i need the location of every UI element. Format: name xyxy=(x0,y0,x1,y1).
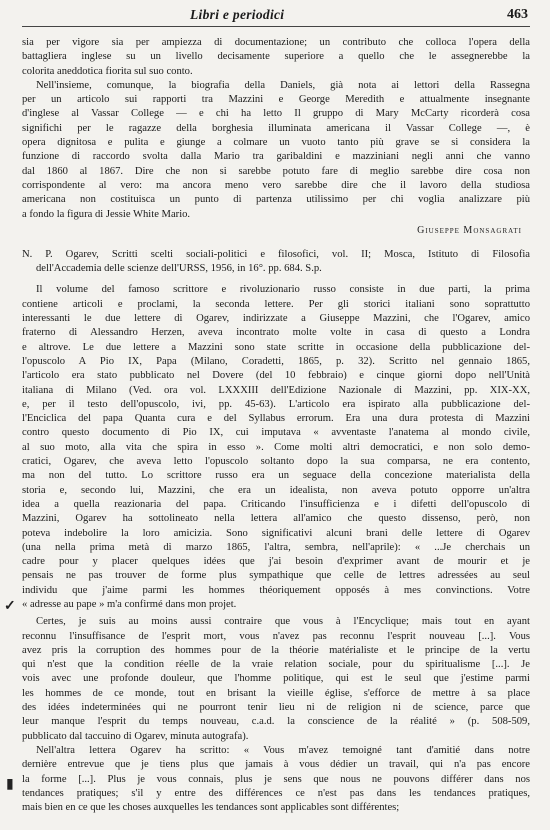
text-line: l'Enciclica del papa Quanta cura e del Syllabus errorum. Era una dura protesta di Mazzini xyxy=(22,413,530,425)
text-line: individu que j'aime parmi les hommes théoriquement opposés à mes convinctions. Votre xyxy=(22,584,530,596)
text-line: e altrove. Le due lettere a Mazzini sono state scritte in occasione della pubblicazione del- xyxy=(22,341,530,353)
text-line: a fondo la figura di Jessie White Mario. xyxy=(22,208,191,220)
text-line: N. P. Ogarev, Scritti scelti sociali-politici e filosofici, vol. II; Mosca, Istituto di Filosofia xyxy=(22,248,530,260)
review-text-2 xyxy=(22,283,530,815)
text-line: vois avec une profonde douleur, que l'homme politique, qui est le seul que j'estime parmi xyxy=(22,673,530,685)
text-line: poteva indebolire la loro amicizia. Sono significativi alcuni brani delle lettere di Ogarev xyxy=(22,527,530,539)
text-line: interessanti le due lettere di Ogarev, indirizzate a Giuseppe Mazzini, che l'Ogarev, amico xyxy=(22,313,530,325)
text-line: l'opuscolo A Pio IX, Papa (Milano, Coradetti, 1865, p. 32). Scritto nel gennaio 1865, xyxy=(22,355,530,367)
text-line: d'inglese al Vassar College — e chi ha letto Il gruppo di Mary McCarty ricorderà cosa xyxy=(22,108,530,120)
text-line: fraterno di Alessandro Herzen, aveva incontrato molte volte in casa di questo a Londra xyxy=(22,327,530,339)
paragraph-1 xyxy=(22,36,530,79)
text-line: des idées indeterminées qui ne pourront tenir lieu ni de religion ni de science, parce que xyxy=(22,702,530,714)
margin-bar-mark: ▮ xyxy=(6,777,14,792)
text-line: idea a quella reazionaria del papa. Criticando l'insufficienza e i difetti dell'opuscolo di xyxy=(22,498,530,510)
text-line: storia e, secondo lui, Mazzini, che era un idealista, non aveva potuto opporre un'altra xyxy=(22,484,530,496)
text-line: cadre pour y placer quelques idées que j'ai besoin d'exprimer avant de mourir et je xyxy=(22,556,530,568)
paragraph-4 xyxy=(22,615,530,744)
page-number: 463 xyxy=(507,7,528,22)
text-line: colorita aneddotica fiorita sul suo conto. xyxy=(22,65,193,77)
text-line: tendances pratiques; s'il y entre des différences ce n'est pas dans les tendances pratiques, xyxy=(22,787,530,799)
text-line: Nell'insieme, comunque, la biografia della Daniels, già nota ai lettori della Rassegna xyxy=(36,79,530,91)
text-line: Mazzini, Ogarev ha sottolineato nella lettera all'amico che questo dissenso, però, non xyxy=(22,513,530,525)
text-line: dernière entrevue que je tiens plus que jamais à vous dédier un travail, qui n'a pas encore xyxy=(22,759,530,771)
text-line: per un articolo sui rapporti tra Mazzini e George Meredith e attualmente insegnante xyxy=(22,94,530,106)
text-line: l'articolo era stato pubblicato nel Dovere (del 10 febbraio) e cinque giorni dopo nell'Unità xyxy=(22,370,530,382)
running-title: Libri e periodici xyxy=(190,7,285,22)
paragraph-3 xyxy=(22,283,530,612)
text-line: la forme [...]. Plus je vous connais, plus je sens que nous ne pouvons différer dans nos xyxy=(22,773,530,785)
text-line: (una nella prima metà di marzo 1865, l'altra, sembra, nell'aprile): « ...Je cherchais un xyxy=(22,541,530,553)
text-line: e, per il testo dell'opuscolo, ivi, pp. 45-63). L'articolo era ispirato alla pubblicazione del- xyxy=(22,398,530,410)
text-line: italiana di Milano (Ved. ora vol. LXXXIII dell'Edizione Nazionale di Mazzini, pp. XIX-XX, xyxy=(22,384,530,396)
text-line: americana non costituisca un punto di partenza utilissimo per chi voglia analizzare più xyxy=(22,194,530,206)
book-page xyxy=(22,6,530,815)
text-line: significhi per le ragazze della borghesia illuminata americana il Vassar College —, è xyxy=(22,122,530,134)
text-line: cratici, Ogarev, che aveva letto l'opuscolo soltanto dopo la sua comparsa, ne era contento, xyxy=(22,456,530,468)
text-line: al suo moto, alla vita che spira in esso ». Come molti altri democratici, e non solo demo- xyxy=(22,441,530,453)
text-line: Nell'altra lettera Ogarev ha scritto: « Vous m'avez temoigné tant d'amitié dans notre xyxy=(36,744,530,756)
bibliographic-citation xyxy=(22,248,530,277)
text-line: dell'Accademia delle scienze dell'URSS, 1956, in 16°. pp. 684. S.p. xyxy=(36,263,322,275)
text-line: opera dignitosa e pulita e giunge a colmare un vuoto tanto più grave se si considera la xyxy=(22,137,530,149)
text-line: pensais ne pas trouver de forme plus sympathique que celle de lettres adressées au seul xyxy=(22,570,530,582)
paragraph-2 xyxy=(22,79,530,222)
text-line: qui n'est que la condition réelle de la vraie relation sociale, pour du spiritualisme [...]. Je xyxy=(22,659,530,671)
text-line: avez pris la corruption des hommes pour de la théorie matérialiste et le principe de la vertu xyxy=(22,644,530,656)
text-line: les hommes de ce monde, tout en brisant la vieille église, s'efforce de mettre à sa place xyxy=(22,687,530,699)
text-line: funzione di raccordo svolta dalla Mario tra garibaldini e mazziniani negli anni che vanno xyxy=(22,151,530,163)
text-line: « adresse au pape » m'a confirmé dans mon projet. xyxy=(22,598,237,610)
text-line: mais bien en ce que les choses auxquelles les tendances sont applicables sont différentes; xyxy=(22,802,400,814)
review-text-1 xyxy=(22,36,530,238)
text-line: ma non del tutto. Lo scrittore russo era un seguace della concezione materialista della xyxy=(22,470,530,482)
text-line: sia per vigore sia per ampiezza di documentazione; un contributo che colloca l'opera della xyxy=(22,37,530,48)
text-line: corrispondente al vero: ma ancora meno vero sarebbe dire che il lavoro della studiosa xyxy=(22,179,530,191)
text-line: Certes, je suis au moins aussi contraire que vous à l'Encyclique; mais tout en ayant xyxy=(36,616,530,628)
text-line: dal 1860 al 1867. Dire che non si sarebbe potuto fare di meglio sarebbe dire cosa non xyxy=(22,165,530,177)
text-line: contiene articoli e proclami, la seconda lettere. Per gli storici italiani sono soprattutto xyxy=(22,298,530,310)
paragraph-5 xyxy=(22,744,530,815)
text-line: reconnu l'insuffisance de l'esprit mort, vous n'avez pas reconnu l'esprit nouveau [...]. Vous xyxy=(22,630,530,642)
text-line: pubblicato dal taccuino di Ogarev, minuta autografa). xyxy=(22,730,249,742)
text-line: battagliera inglese su un livello decisamente superiore a quello che le assegnerebbe la xyxy=(22,51,530,63)
text-line: contro questo documento di Pio IX, cui imputava « avventaste l'anatema al mondo civile, xyxy=(22,427,530,439)
text-line: Il volume del famoso scrittore e rivoluzionario russo consiste in due parti, la prima xyxy=(36,284,530,296)
text-line: leur manque l'esprit du temps nouveau, c.a.d. la conscience de la réalité » (p. 508-509, xyxy=(22,716,530,728)
margin-pencil-mark: ✓ xyxy=(4,599,16,614)
reviewer-signature: Giuseppe Monsagrati xyxy=(417,224,522,236)
page-header xyxy=(22,6,530,27)
